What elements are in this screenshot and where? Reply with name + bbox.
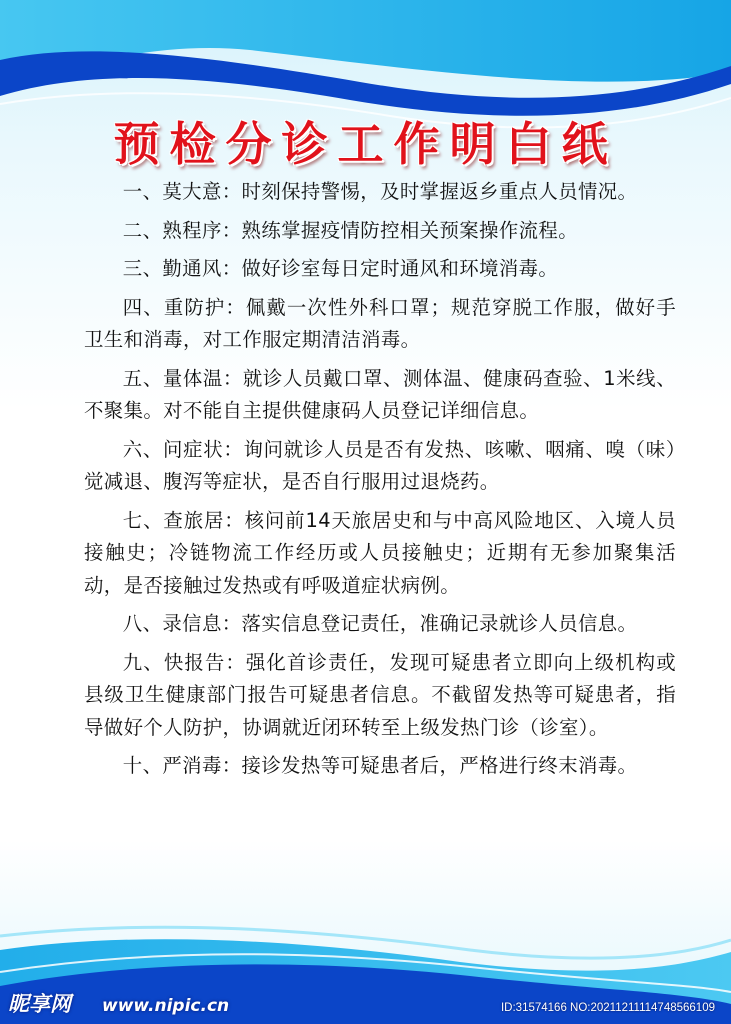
- rules-list: [84, 176, 676, 789]
- rule-item: 九、快报告：强化首诊责任，发现可疑患者立即向上级机构或县级卫生健康部门报告可疑患者信息。不截留发热等可疑患者，指导做好个人防护，协调就近闭环转至上级发热门诊（诊室）。: [84, 650, 676, 739]
- watermark-site: www.nipic.cn: [102, 996, 230, 1016]
- rule-item: 六、问症状：询问就诊人员是否有发热、咳嗽、咽痛、嗅（味）觉减退、腹泻等症状，是否自行服用过退烧药。: [84, 437, 676, 493]
- watermark-id: ID:31574166 NO:20211211114748566109: [500, 1002, 715, 1014]
- page-title: 预检分诊工作明白纸: [113, 117, 618, 171]
- rule-item: 一、莫大意：时刻保持警惕，及时掌握返乡重点人员情况。: [122, 180, 638, 203]
- rule-item: 十、严消毒：接诊发热等可疑患者后，严格进行终末消毒。: [122, 754, 638, 777]
- rule-item: 五、量体温：就诊人员戴口罩、测体温、健康码查验、1米线、不聚集。对不能自主提供健康码人员登记详细信息。: [84, 366, 676, 422]
- watermark-logo: 昵享网: [8, 992, 71, 1016]
- rule-item: 三、勤通风：做好诊室每日定时通风和环境消毒。: [122, 257, 559, 280]
- rule-item: 七、查旅居：核问前14天旅居史和与中高风险地区、入境人员接触史；冷链物流工作经历或人员接触史；近期有无参加聚集活动，是否接触过发热或有呼吸道症状病例。: [84, 508, 676, 597]
- rule-item: 四、重防护：佩戴一次性外科口罩；规范穿脱工作服，做好手卫生和消毒，对工作服定期清洁消毒。: [84, 295, 676, 351]
- rule-item: 二、熟程序：熟练掌握疫情防控相关预案操作流程。: [122, 218, 578, 242]
- rule-item: 八、录信息：落实信息登记责任，准确记录就诊人员信息。: [122, 612, 638, 635]
